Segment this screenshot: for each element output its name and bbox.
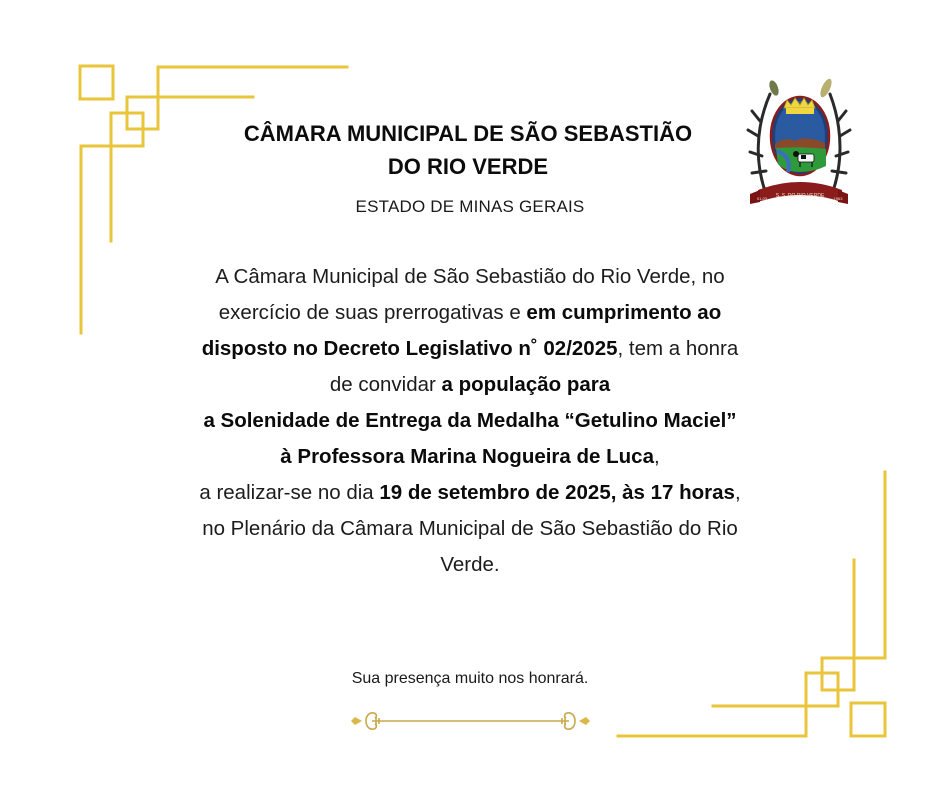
svg-text:S. S. DO RIO VERDE: S. S. DO RIO VERDE xyxy=(775,193,825,199)
emphasized-text: a Solenidade de Entrega da Medalha “Getulino Maciel” xyxy=(203,409,737,432)
invitation-body xyxy=(0,259,940,583)
body-text-segment: exercício de suas prerrogativas e xyxy=(218,301,527,324)
invitation-line xyxy=(0,403,940,439)
body-text-segment: a realizar-se no dia xyxy=(199,481,380,504)
invitation-line xyxy=(0,295,940,331)
body-text-segment: , xyxy=(653,445,660,468)
invitation-line xyxy=(0,439,940,475)
emphasized-text: disposto no Decreto Legislativo n˚ 02/2025 xyxy=(201,337,618,360)
institution-title-line2: DO RIO VERDE xyxy=(387,154,549,179)
body-text-segment: de convidar xyxy=(329,373,442,396)
header xyxy=(0,117,936,183)
institution-title-line1: CÂMARA MUNICIPAL DE SÃO SEBASTIÃO xyxy=(243,121,693,146)
invitation-line xyxy=(0,259,940,295)
invitation-line xyxy=(0,367,940,403)
closing-phrase: Sua presença muito nos honrará. xyxy=(351,670,589,687)
body-text-segment: A Câmara Municipal de São Sebastião do Rio Verde, no xyxy=(215,265,725,288)
invitation-line xyxy=(0,547,940,583)
state-subtitle: ESTADO DE MINAS GERAIS xyxy=(355,197,585,216)
body-text-segment: no Plenário da Câmara Municipal de São Sebastião do Rio xyxy=(202,517,738,540)
emphasized-text: a população para xyxy=(441,373,611,396)
body-text-segment: Verde. xyxy=(440,553,500,576)
svg-text:01-03: 01-03 xyxy=(756,196,768,201)
emphasized-text: em cumprimento ao xyxy=(526,301,722,324)
invitation-line xyxy=(0,475,940,511)
body-text-segment: , tem a honra xyxy=(617,337,739,360)
ornamental-divider-icon xyxy=(351,713,590,729)
body-text-segment: , xyxy=(734,481,741,504)
invitation-line xyxy=(0,331,940,367)
svg-text:1963: 1963 xyxy=(833,196,843,201)
emphasized-text: 19 de setembro de 2025, às 17 horas xyxy=(379,481,735,504)
emphasized-text: à Professora Marina Nogueira de Luca xyxy=(280,445,654,468)
invitation-line xyxy=(0,511,940,547)
